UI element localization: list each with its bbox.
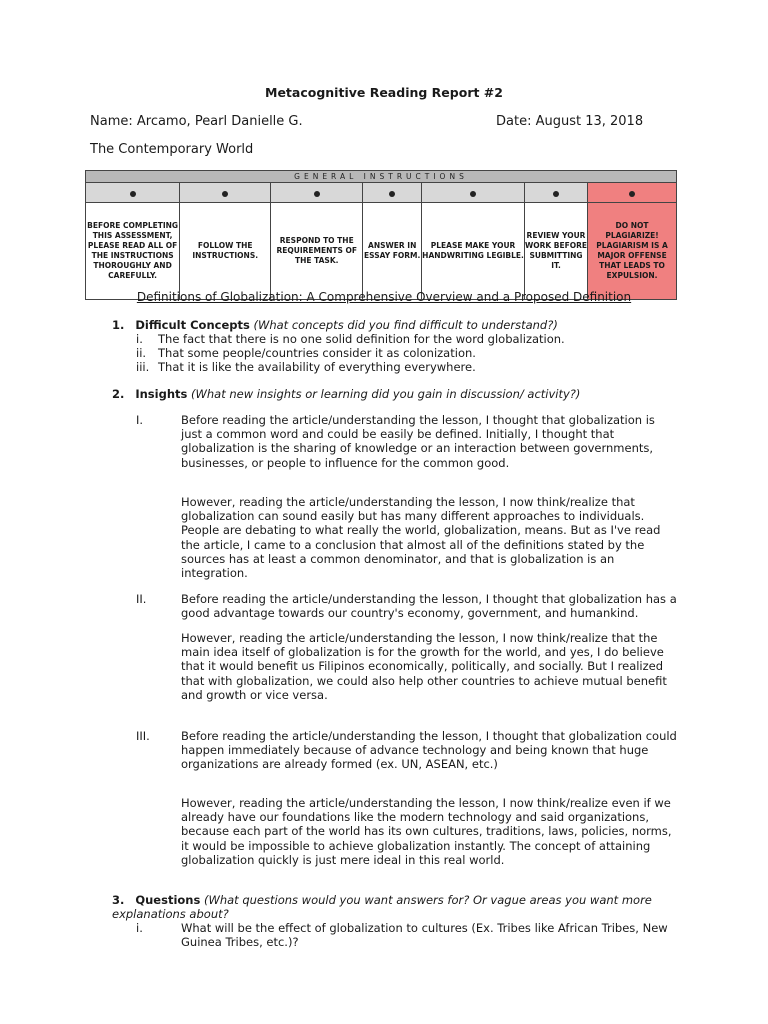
list-marker: i. <box>136 332 143 346</box>
instruction-item: RESPOND TO THE REQUIREMENTS OF THE TASK. <box>271 203 363 300</box>
section-label: Insights <box>135 387 188 401</box>
list-marker: ii. <box>136 346 147 360</box>
report-title: Metacognitive Reading Report #2 <box>265 85 503 100</box>
insight-before: Before reading the article/understanding the lesson, I thought that globalization could happen immediately because of advance technology and being known that huge organizations are already formed (ex. UN, ASEAN, etc.) <box>181 729 677 772</box>
insight-marker: II. <box>136 592 147 606</box>
section-difficult-concepts <box>112 318 558 332</box>
plagiarism-warning: DO NOT PLAGIARIZE! PLAGIARISM IS A MAJOR OFFENSE THAT LEADS TO EXPULSION. <box>588 203 677 300</box>
insight-before: Before reading the article/understanding the lesson, I thought that globalization has a good advantage towards our country's economy, government, and humankind. <box>181 592 677 621</box>
insight-after: However, reading the article/understanding the lesson, I now think/realize that the main idea itself of globalization is for the growth for the world, and yes, I do believe that it would benefit us Filipinos economically, politically, and socially. But I realized that with globalization, we could also help other countries to achieve mutual benefit and growth or vice versa. <box>181 631 667 702</box>
section-number: 2. <box>112 387 125 401</box>
instruction-item: BEFORE COMPLETING THIS ASSESSMENT, PLEASE READ ALL OF THE INSTRUCTIONS THOROUGHLY AND CAREFULLY. <box>86 203 180 300</box>
question-item: What will be the effect of globalization to cultures (Ex. Tribes like African Tribes, New Guinea Tribes, etc.)? <box>181 921 668 949</box>
step-marker-icon <box>363 183 422 203</box>
section-number: 1. <box>112 318 125 332</box>
instruction-item: FOLLOW THE INSTRUCTIONS. <box>180 203 271 300</box>
section-prompt: (What questions would you want answers for? Or vague areas you want more explanations about? <box>112 893 652 921</box>
section-questions <box>112 893 652 921</box>
step-marker-icon <box>588 183 677 203</box>
list-item: That some people/countries consider it as colonization. <box>158 346 476 360</box>
section-insights <box>112 387 580 401</box>
instructions-heading: GENERAL INSTRUCTIONS <box>86 171 677 183</box>
report-date: Date: August 13, 2018 <box>496 114 644 129</box>
instruction-item: REVIEW YOUR WORK BEFORE SUBMITTING IT. <box>524 203 587 300</box>
step-marker-icon <box>180 183 271 203</box>
student-name: Name: Arcamo, Pearl Danielle G. <box>90 114 303 129</box>
step-marker-icon <box>422 183 525 203</box>
section-label: Difficult Concepts <box>135 318 250 332</box>
step-marker-icon <box>524 183 587 203</box>
section-prompt: (What new insights or learning did you gain in discussion/ activity?) <box>191 387 581 401</box>
article-subtitle: Definitions of Globalization: A Comprehensive Overview and a Proposed Definition <box>136 290 632 304</box>
list-marker: iii. <box>136 360 150 374</box>
section-number: 3. <box>112 893 125 907</box>
course-name: The Contemporary World <box>90 142 254 157</box>
list-marker: i. <box>136 921 143 935</box>
instruction-item: ANSWER IN ESSAY FORM. <box>363 203 422 300</box>
insight-before: Before reading the article/understanding the lesson, I thought that globalization is just a common word and could be easily be defined. Initially, I thought that globalization is the sharing of knowledge or an interaction between governments, businesses, or people to influence for the common good. <box>181 413 655 470</box>
section-label: Questions <box>135 893 201 907</box>
insight-marker: I. <box>136 413 144 427</box>
list-item: That it is like the availability of everything everywhere. <box>158 360 476 374</box>
instruction-item: PLEASE MAKE YOUR HANDWRITING LEGIBLE. <box>422 203 525 300</box>
section-prompt: (What concepts did you find difficult to understand?) <box>253 318 558 332</box>
step-marker-icon <box>271 183 363 203</box>
step-marker-icon <box>86 183 180 203</box>
insight-marker: III. <box>136 729 150 743</box>
general-instructions-table <box>85 170 677 300</box>
list-item: The fact that there is no one solid definition for the word globalization. <box>158 332 565 346</box>
insight-after: However, reading the article/understanding the lesson, I now think/realize that globalization can sound easily but has many different approaches to individuals. People are debating to what really the world, globalization, means. But as I've read the article, I came to a conclusion that almost all of the definitions stated by the sources has at least a common denominator, and that is globalization is an integration. <box>181 495 661 581</box>
insight-after: However, reading the article/understanding the lesson, I now think/realize even if we already have our foundations like the modern technology and said organizations, because each part of the world has its own cultures, traditions, laws, policies, norms, it would be impossible to achieve globalization instantly. The concept of attaining globalization quickly is just mere ideal in this real world. <box>181 796 672 867</box>
